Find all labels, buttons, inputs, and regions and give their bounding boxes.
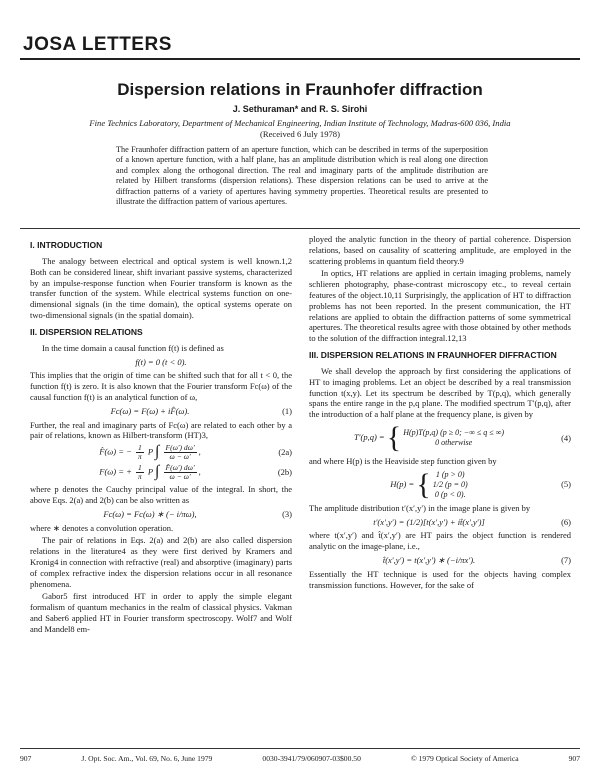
paragraph: In optics, HT relations are applied in certain imaging problems, namely schlieren photography, phase-contrast microscopy etc., to reveal certain features of the object.10,11 Surprisingly, the application of HT to diffraction problems has not been reported. In the present communication, the HT relations are applied to obtain the diffraction patterns of some symmetrical apertures. The theoretical results agree with those obtained by other methods to the solution of the diffraction integral.12,13 [309,268,571,344]
equation-1: Fc(ω) = F(ω) + iF̂(ω). (1) [110,405,292,416]
paragraph: The pair of relations in Eqs. 2(a) and 2(b) are also called dispersion relations in the literature4 as they were first derived by Kramers and Kronig4 in connection with refractive (real) and absorptive (imaginary) parts of complex refractive index the dispersion relations occur in all resonance phenomena. [30,535,292,589]
paragraph: In the time domain a causal function f(t) is defined as [42,342,224,353]
page-number-right: 907 [568,754,580,763]
citation: J. Opt. Soc. Am., Vol. 69, No. 6, June 1979 [81,754,213,763]
section-heading: III. DISPERSION RELATIONS IN FRAUNHOFER DIFFRACTION [309,349,557,360]
paragraph: We shall develop the approach by first considering the applications of HT to imaging problems. Let an object be described by a real transmission function t(x,y). Let its spectrum be described by T(p,q), which generally spans the entire range in the p,q plane. The modified spectrum T′(p,q), after the introduction of a half plane at the frequency plane, is given by [309,365,571,420]
paragraph: The amplitude distribution t′(x′,y′) in the image plane is given by [309,502,531,513]
equation-2b: F(ω) = + $\frac{1}{\pi}$ P ∫ $\frac{F̂(\omega') d\omega'}{\omega - \omega'}$ , (2b) [99,463,292,482]
paragraph: where t(x′,y′) and t̂(x′,y′) are HT pairs the object function is rendered analytic on the image-plane, i.e., [309,530,571,552]
header-rule [20,58,580,60]
paragraph: and where H(p) is the Heaviside step function given by [309,455,497,466]
article-title: Dispersion relations in Fraunhofer diffraction [117,80,483,99]
article-code: 0030-3941/79/060907-03$00.50 [262,754,361,763]
paragraph: The analogy between electrical and optical system is well known.1,2 Both can be considered linear, shift invariant passive systems, characterized by an impulse-response function when Fourier transform is known as the transfer function of the system. While electrical systems function on one-dimensional signals (in the time domain), the optical systems operate on two-dimensional signals (in the spatial domain). [30,256,292,320]
section-heading: II. DISPERSION RELATIONS [30,326,143,337]
abstract-rule [20,228,580,229]
paragraph: Essentially the HT technique is used for the objects having complex transmission functions. However, for the sake of [309,568,571,590]
abstract: The Fraunhofer diffraction pattern of an aperture function, which can be described in terms of the superposition of a known aperture function, with a half plane, has an amplitude distribution which is real along one direction and complex along the orthogonal direction. The real and imaginary parts of the amplitude distribution are related by Hilbert transforms (dispersion relations). These dispersion relations can be used to arrive at the diffraction patterns of a variety of apertures having symmetry properties. Theoretical results are presented to illustrate the diffraction pattern of various apertures. [116,145,488,207]
equation-4: T′(p,q) = { H(p)T(p,q) (p ≥ 0; −∞ ≤ q ≤ ∞) 0 otherwise (4) [353,420,571,454]
page-number-left: 907 [20,754,32,763]
copyright: © 1979 Optical Society of America [410,754,519,763]
integral-sign: ∫ [155,443,160,461]
equation-causal: f(t) = 0 (t < 0). [135,356,187,367]
paragraph: This implies that the origin of time can be shifted such that for all t < 0, the function f(t) is zero. It is also known that the Fourier transform Fc(ω) of the causal function f(t) is an analytical function of ω, [30,370,292,402]
integral-sign: ∫ [155,463,160,481]
equation-3: Fc(ω) = Fc(ω) ∗ (− i/πω), (3) [103,508,292,519]
right-column [309,234,571,592]
equation-5: H(p) = { 1 (p > 0) 1/2 (p = 0) 0 (p < 0). (5) [390,467,571,501]
received-date: (Received 6 July 1978) [260,129,340,139]
equation-6: t′(x′,y′) = (1/2)[t(x′,y′) + it̂(x′,y′)] (6) [373,516,571,527]
paragraph: where p denotes the Cauchy principal value of the integral. In short, the above Eqs. 2(a) and 2(b) can be also written as [30,484,292,505]
page-footer [20,754,580,763]
paragraph: ployed the analytic function in the theory of partial coherence. Dispersion relations, based on causality of scattering amplitude, are employed in the scattering problems in quantum field theory.9 [309,234,571,266]
equation-7: t̂(x′,y′) = t(x′,y′) ∗ (−i/πx′). (7) [382,554,571,565]
paragraph: where ∗ denotes a convolution operation. [30,522,174,533]
footer-rule [20,748,580,749]
article-affiliation: Fine Technics Laboratory, Department of Mechanical Engineering, Indian Institute of Technology, Madras-600 036, India [89,118,511,128]
paragraph: Further, the real and imaginary parts of Fc(ω) are related to each other by a pair of relations, known as Hilbert-transform (HT)3, [30,419,292,441]
paragraph: Gabor5 first introduced HT in order to apply the simple elegant formalism of quantum mechanics in the realm of classical physics. Vakman and Saber6 applied HT in Fourier transform spectroscopy. Wolf7 and Wolf and Mandel8 em- [30,591,292,634]
section-heading: I. INTRODUCTION [30,240,103,250]
left-column [30,234,292,637]
equation-2a: F̂(ω) = − $\frac{1}{\pi}$ P ∫ $\frac{F(\omega') d\omega'}{\omega - \omega'}$ , (2a) [99,443,292,462]
journal-header: JOSA LETTERS [23,34,172,55]
article-authors: J. Sethuraman* and R. S. Sirohi [232,104,368,114]
